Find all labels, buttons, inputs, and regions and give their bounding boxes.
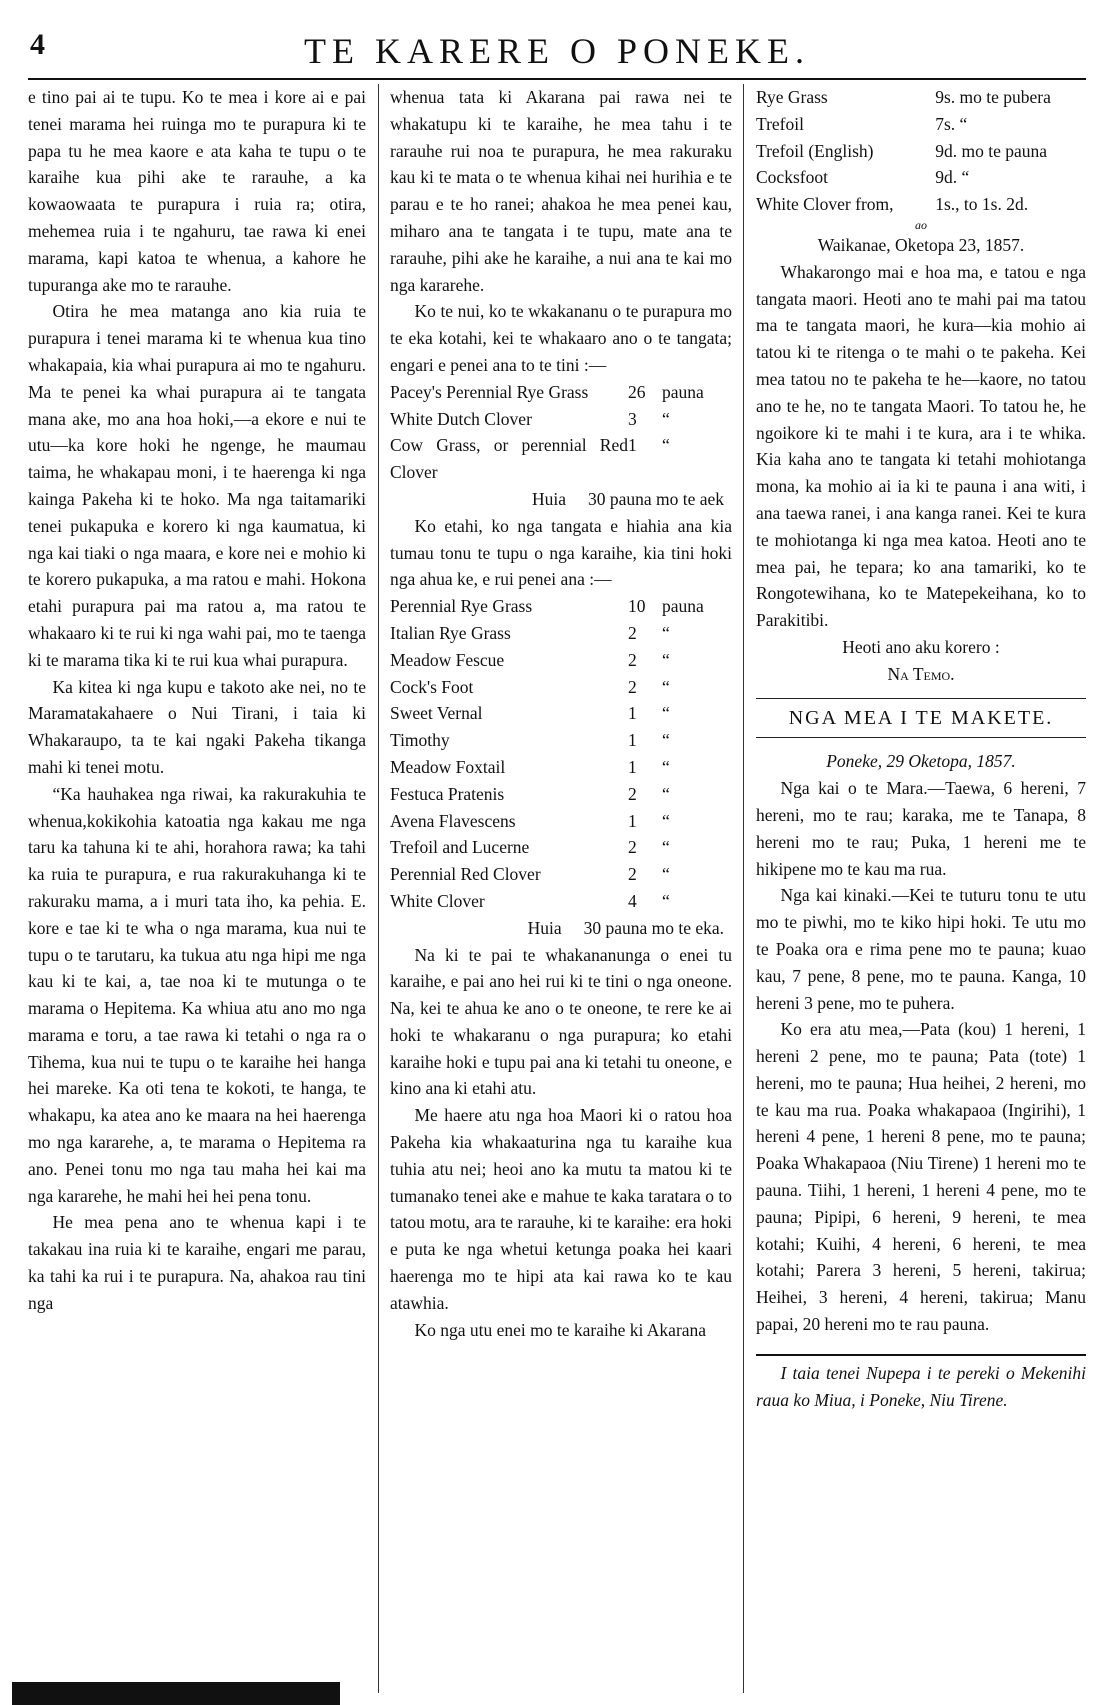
- price-item: Trefoil (English): [756, 140, 874, 161]
- paragraph: Me haere atu nga hoa Maori ki o ratou hoa Pakeha kia whakaaturina nga tu karaihe kua tuhia atu nei; heoi ano ka mutu ta matou ki te tumanako tenei ake e mahue te kaka taratara o to tatou motu, ara te rarauhe, ki te karaihe: era hoki e puta ke nga whetui ketunga poaka hei kaari haerenga mo te hipi ata kai rawa ko te kau atawhia.: [390, 1105, 732, 1313]
- table-row: [756, 84, 1086, 111]
- table-row: [390, 620, 732, 647]
- seed-unit: “: [662, 649, 670, 670]
- column-1: [28, 84, 366, 1317]
- table-row: [390, 406, 732, 433]
- seed-unit: “: [662, 622, 670, 643]
- total-label: Huia: [532, 488, 567, 509]
- market-paragraph: Ko era atu mea,—Pata (kou) 1 hereni, 1 hereni 2 pene, mo te pauna; Pata (tote) 1 hereni, mo te pauna; Hua heihei, 2 hereni, mo te kau ma rua. Poaka whakapaoa (Ingirihi), 1 hereni 4 pene, 1 hereni 8 pene, mo te pauna; Poaka Whakapaoa (Niu Tirene) 1 hereni mo te pauna. Tiihi, 1 hereni, 1 hereni 4 pene, mo te pauna; Pipipi, 6 hereni, 9 hereni, te mea kotahi; Kuihi, 4 hereni, 6 hereni, te mea kotahi; Parera 3 hereni, 5 hereni, takirua; Heihei, 3 hereni, 4 hereni, takirua; Manu papai, 20 hereni mo te rau pauna.: [756, 1019, 1086, 1335]
- seed-unit: “: [662, 837, 670, 858]
- seed-qty: 1: [628, 756, 637, 777]
- paragraph: Ko nga utu enei mo te karaihe ki Akarana: [414, 1319, 707, 1340]
- page-number: 4: [30, 28, 45, 61]
- seed-unit: “: [662, 810, 670, 831]
- table-row: [390, 888, 732, 915]
- table-row: [390, 808, 732, 835]
- seed-name: Italian Rye Grass: [390, 622, 511, 643]
- seed-mix-table-1: [390, 379, 732, 486]
- seed-unit: “: [662, 864, 670, 885]
- seed-qty: 26: [628, 381, 646, 402]
- total-value: 30 pauna mo te aek: [587, 488, 724, 509]
- masthead-rule: [28, 78, 1086, 80]
- seed-name: Meadow Foxtail: [390, 756, 506, 777]
- seed-mix-table-2: [390, 593, 732, 915]
- seed-qty: 2: [628, 783, 637, 804]
- market-heading: NGA MEA I TE MAKETE.: [756, 698, 1086, 739]
- table-row: [390, 781, 732, 808]
- seed-name: White Clover: [390, 890, 485, 911]
- price-item: Trefoil: [756, 113, 804, 134]
- market-dateline: Poneke, 29 Oketopa, 1857.: [826, 751, 1016, 772]
- seed-qty: 1: [628, 810, 637, 831]
- seed-unit: pauna: [662, 381, 704, 402]
- seed-unit: “: [662, 890, 670, 911]
- table-row: [390, 727, 732, 754]
- scan-edge-bar: [12, 1682, 340, 1705]
- seed-qty: 2: [628, 649, 637, 670]
- table-row: [390, 379, 732, 406]
- price-value: 9d. “: [935, 167, 970, 188]
- seed-name: Meadow Fescue: [390, 649, 505, 670]
- paragraph: Ko etahi, ko nga tangata e hiahia ana kia tumau tonu te tupu o nga karaihe, kia tini hoki nga ahua ke, e rui penei ana :—: [390, 515, 732, 590]
- seed-unit: “: [662, 703, 670, 724]
- seed-name: Cow Grass, or perennial Red Clover: [390, 435, 628, 483]
- letter-body: Whakarongo mai e hoa ma, e tatou e nga tangata maori. Heoti ano te mahi pai ma tatou ma te tangata maori, he kura—kia mohio ai tatou ki te ritenga o te mahi o te pakeha. Kei mea tatou no te pakeha te he—kaore, no tatou ano te he, no te tangata Maori. To tatou he, he ngoikore ki te mahi i te kura, ara i te whika. Kia kaha ano te tangata ki tetahi mohiotanga mona, ka mohio ai ia ki te pauna i ana witi, i ana taewa ranei, i ana kanga ranei. Kei te kura te mohiotanga ki nga mea katoa. Heoti ano te mea pai, he tepara; ko ana tamariki, ko te Rongotewihana, ko te Matepekeihana, ko to Parakitibi.: [756, 261, 1086, 631]
- seed-name: Avena Flavescens: [390, 810, 516, 831]
- table-row: [756, 111, 1086, 138]
- column-2: [390, 84, 732, 1343]
- price-value: 1s., to 1s. 2d.: [935, 194, 1029, 215]
- seed-unit: “: [662, 783, 670, 804]
- price-value: 9d. mo te pauna: [935, 140, 1048, 161]
- column-divider: [378, 84, 379, 1693]
- paragraph: “Ka hauhakea nga riwai, ka rakurakuhia te whenua,kokikohia katoatia nga kakau me nga taru ka tahuna ki te ahi, horahora rawa; ka tahi ka ruia te purapura, e rua rakurakuhanga ki te rakuraku mama, a i muri tata iho, ka pehia. E. kore e tae ki te wha o nga marama, kua nui te tupu o te tarutaru, ka tukua atu nga hipi me nga kau ki te kai, a, tae noa ki te mutunga o te marama o Hepitema. Ka whiua atu ano mo nga marama e toru, a tae rawa ki tetahi o nga ra o Tihema, kua nui te tupu o te karaihe hei hanga hei mareke. Ka oti tena te kokoti, te hanga, te whakapu, ka atea ano ke maara na hei haerenga mo nga kararehe, a, te marama o Hepitema ra ano. Penei tonu mo nga tau maha hei kai ma nga kararehe, he mahi hei hei pena tonu.: [28, 783, 366, 1206]
- table-row: [390, 674, 732, 701]
- total-label: Huia: [527, 917, 562, 938]
- seed-qty: 4: [628, 890, 637, 911]
- table-row: [390, 834, 732, 861]
- seed-unit: “: [662, 435, 670, 456]
- seed-unit: “: [662, 408, 670, 429]
- seed-name: Pacey's Perennial Rye Grass: [390, 381, 589, 402]
- paragraph: e tino pai ai te tupu. Ko te mea i kore ai e pai tenei marama hei ruinga mo te purapura ki te papa tu he mea kaore e ata kaha te tupu o te karaihe kua pihi ake te rarauhe, a ka kowaowaata te purapura i ruia ra; otira, mehemea ruia i te ngahuru, tae rawa ki enei marama, kapi katoa te whenua, a kahore he tupuranga ake mo te rarauhe.: [28, 87, 366, 295]
- imprint: I taia tenei Nupepa i te pereki o Mekenihi raua ko Miua, i Poneke, Niu Tirene.: [756, 1362, 1086, 1410]
- letter-signature: Na Temo.: [887, 663, 955, 684]
- seed-name: Perennial Red Clover: [390, 864, 541, 885]
- table-row: [390, 700, 732, 727]
- paragraph: Otira he mea matanga ano kia ruia te purapura i tenei marama ki te whenua kua tino whakapaia, kia whai purapura ai mo te ngahuru. Ma te penei ka whai purapura ai te tangata mana ake, mo ana hoa hoki,—a ekore e nui te utu—ka kore hoki he ngenge, he maumau taima, he whakapau moni, i te haerenga ki nga kainga Pakeha ki te hoko. Ma nga taitamariki tenei pukapuka e korero ki nga kaumatua, ki nga kai tiaki o nga maara, e kore nei e mohio ki te korero pukapuka, a ma ratou e mahi. Hokona etahi purapura pai ma ratou a, ma ratou te whakaaro ki te rui ki nga wahi pai, mo te taenga ki te marama tika ki te rui kua whai purapura.: [28, 301, 366, 670]
- market-paragraph: Nga kai kinaki.—Kei te tuturu tonu te utu mo te piwhi, mo te kiko hipi hoki. Te utu mo te Poaka ora e rima pene mo te pauna; kuao kau, 7 pene, 8 pene, mo te pauna. Kanga, 10 hereni 3 pene, mo te puhera.: [756, 885, 1086, 1013]
- seed-unit: pauna: [662, 596, 704, 617]
- paragraph: Ko te nui, ko te wkakananu o te purapura mo te eka kotahi, kei te whakaaro ano o te tangata; engari e penei ana to te tini :—: [390, 301, 732, 375]
- seed-qty: 1: [628, 703, 637, 724]
- price-item: White Clover from,: [756, 194, 894, 215]
- letter-dateline: Waikanae, Oketopa 23, 1857.: [817, 234, 1025, 255]
- table-row: [756, 164, 1086, 191]
- paragraph: Ka kitea ki nga kupu e takoto ake nei, no te Maramatakahaere o Nui Tirani, i taia ki Whakaraupo, ta te kai ngaki Pakeha tikanga mahi ki tenei motu.: [28, 676, 366, 777]
- seed-name: Festuca Pratenis: [390, 783, 505, 804]
- market-paragraph: Nga kai o te Mara.—Taewa, 6 hereni, 7 hereni, mo te rau; karaka, me te Tanapa, 8 hereni mo te rau; Puka, 1 hereni me te hikipene mo te kau ma rua.: [756, 778, 1086, 879]
- table-row: [390, 754, 732, 781]
- seed-name: Trefoil and Lucerne: [390, 837, 530, 858]
- table-row: [756, 191, 1086, 218]
- column-3: [756, 84, 1086, 1413]
- column-divider: [743, 84, 744, 1693]
- seed-qty: 3: [628, 408, 637, 429]
- price-value: 9s. mo te pubera: [935, 87, 1051, 107]
- seed-qty: 1: [628, 435, 637, 456]
- divider-mark: ao: [915, 217, 927, 232]
- seed-unit: “: [662, 676, 670, 697]
- seed-qty: 2: [628, 622, 637, 643]
- seed-qty: 2: [628, 676, 637, 697]
- price-item: Rye Grass: [756, 87, 828, 107]
- seed-qty: 2: [628, 864, 637, 885]
- seed-qty: 2: [628, 837, 637, 858]
- seed-unit: “: [662, 730, 670, 751]
- table-row: [756, 138, 1086, 165]
- seed-unit: “: [662, 756, 670, 777]
- seed-qty: 10: [628, 596, 646, 617]
- seed-mix-total-1: [390, 486, 732, 513]
- seed-name: Cock's Foot: [390, 676, 474, 697]
- table-row: [390, 647, 732, 674]
- paragraph: He mea pena ano te whenua kapi i te takakau ina ruia ki te karaihe, engari me parau, ka tahi ka rui i te purapura. Na, ahakoa rau tini nga: [28, 1212, 366, 1313]
- table-row: [390, 593, 732, 620]
- table-row: [390, 432, 732, 486]
- seed-qty: 1: [628, 730, 637, 751]
- paragraph: whenua tata ki Akarana pai rawa nei te whakatupu ki te karaihe, he mea tahu i te rarauhe rui noa te purapura, he mea rakuraku kau ki te mata o te whenua kihai nei hurihia e te parau e te ho ranei; ahakoa he mea penei kau, miharo ana te tangata i te tupu, mate ana te rarauhe, pihi ake he karaihe, a nui ana te kai mo nga kararehe.: [390, 87, 732, 295]
- price-item: Cocksfoot: [756, 167, 828, 188]
- letter-close: Heoti ano aku korero :: [842, 636, 1000, 657]
- seed-name: Perennial Rye Grass: [390, 596, 533, 617]
- grass-price-list: [756, 84, 1086, 218]
- seed-mix-total-2: [390, 915, 732, 942]
- imprint-rule: [756, 1354, 1086, 1356]
- seed-name: White Dutch Clover: [390, 408, 532, 429]
- masthead-title: TE KARERE O PONEKE.: [304, 31, 810, 71]
- price-value: 7s. “: [935, 113, 968, 134]
- table-row: [390, 861, 732, 888]
- seed-name: Sweet Vernal: [390, 703, 483, 724]
- paragraph: Na ki te pai te whakananunga o enei tu karaihe, e pai ano hei rui ki te tini o nga oneone. Na, kei te ahua ke ano o te oneone, te rere ke ai hoki te whakaranu o nga purapura; ko etahi karaihe hoki e tupu pai ana ki tetahi tu oneone, e kino ana ki etahi atu.: [390, 944, 732, 1099]
- seed-name: Timothy: [390, 730, 450, 751]
- total-value: 30 pauna mo te eka.: [583, 917, 724, 938]
